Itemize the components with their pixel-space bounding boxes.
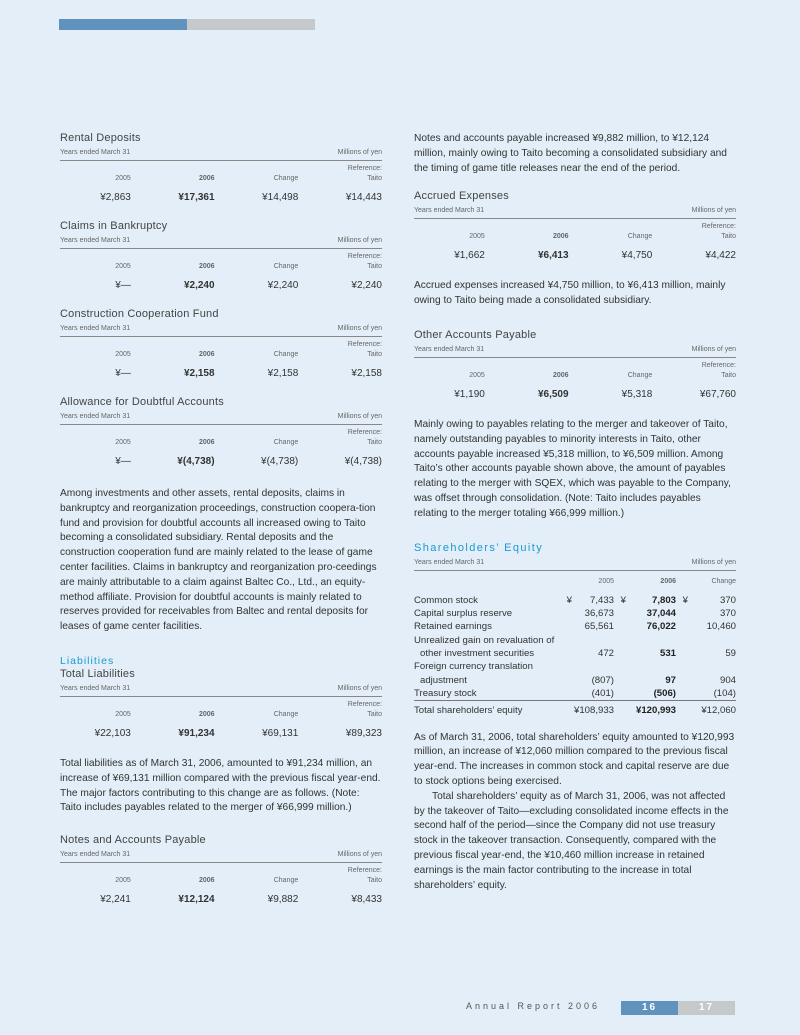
table-meta: Years ended March 31 Millions of yen: [414, 207, 736, 219]
body-paragraph: Mainly owing to payables relating to the merger and takeover of Taito, namely outstanding payables to minority interests in Taito, other accounts payable increased ¥5,318 million, to ¥6,509 million. Among Taito’s other accounts payable shown above, the amount of payables relating to the merger with SQEX, which was payable to the Company, was offset through consolidation. (Note: Taito includes payables relating to the merger totaling ¥66,999 million.): [414, 418, 731, 519]
summary-table: 2005 2006 Change Reference: Taito ¥— ¥(4,738) ¥(4,738) ¥(4,738): [115, 429, 382, 467]
section-title: Construction Cooperation Fund: [60, 308, 219, 320]
notes-payable-block: [60, 834, 382, 909]
equity-row: Common stock ¥ 7,433 ¥ 7,803 ¥ 370: [414, 594, 736, 606]
body-paragraph: Accrued expenses increased ¥4,750 million, to ¥6,413 million, mainly owing to Taito being made a consolidated subsidiary.: [414, 280, 726, 307]
progress-bar-fill: [59, 19, 187, 30]
equity-row: Foreign currency translation: [414, 661, 533, 673]
shareholders-equity-block: [414, 542, 736, 718]
summary-table: 2005 2006 Change Reference: Taito ¥— ¥2,240 ¥2,240 ¥2,240: [115, 253, 382, 291]
claims-bankruptcy-block: [60, 220, 382, 295]
section-title: Total Liabilities: [60, 667, 135, 680]
section-title: Allowance for Doubtful Accounts: [60, 396, 224, 408]
body-paragraph: Total shareholders’ equity as of March 31, 2006, was not affected by the takeover of Taito—excluding consolidated income effects in the second half of the period—since the Company did not use treasury stock in the takeover transaction. Consequently, compared with the previous fiscal year-end, the ¥10,460 million increase in retained earnings is the main factor contributing to the increase in total shareholders’ equity.: [414, 790, 729, 891]
construction-fund-block: [60, 308, 382, 383]
accrued-expenses-block: [414, 190, 736, 265]
equity-row: Unrealized gain on revaluation of: [414, 634, 555, 646]
footer-label: Annual Report 2006: [466, 1001, 601, 1011]
summary-table: 2005 2006 Change Reference: Taito ¥— ¥2,158 ¥2,158 ¥2,158: [115, 341, 382, 379]
body-paragraph: Total liabilities as of March 31, 2006, amounted to ¥91,234 million, an increase of ¥69,131 million compared with the previous fiscal year-end. The major factors contributing to this change are as follows. (Note: Taito includes payables related to the merger of ¥66,999 million.): [60, 757, 381, 814]
equity-total-row: Total shareholders’ equity ¥108,933 ¥120,993 ¥12,060: [414, 701, 736, 718]
table-meta: Years ended March 31 Millions of yen: [60, 413, 382, 425]
summary-table: 2005 2006 Change Reference: Taito ¥2,863 ¥17,361 ¥14,498 ¥14,443: [100, 165, 382, 203]
table-meta: Years ended March 31 Millions of yen: [60, 149, 382, 161]
page-number-17: 17: [678, 1001, 735, 1015]
summary-table: 2005 2006 Change Reference: Taito ¥1,662 ¥6,413 ¥4,750 ¥4,422: [454, 223, 736, 262]
equity-row: other investment securities 472 531 59: [420, 648, 736, 660]
table-meta: Years ended March 31 Millions of yen: [60, 851, 382, 863]
section-title: Shareholders’ Equity: [414, 541, 544, 554]
section-title: Accrued Expenses: [414, 190, 509, 203]
table-meta: Years ended March 31 Millions of yen: [60, 685, 382, 697]
right-column: [414, 132, 736, 905]
section-title: Other Accounts Payable: [414, 328, 537, 341]
total-liabilities-block: [60, 668, 382, 743]
summary-table: 2005 2006 Change Reference: Taito ¥22,103 ¥91,234 ¥69,131 ¥89,323: [94, 700, 382, 739]
left-column: [60, 132, 382, 922]
table-meta: Years ended March 31 Millions of yen: [414, 559, 736, 571]
table-meta: Years ended March 31 Millions of yen: [414, 346, 736, 358]
page-number-16: 16: [621, 1001, 678, 1015]
body-paragraph: Notes and accounts payable increased ¥9,882 million, to ¥12,124 million, mainly owing to Taito becoming a consolidated subsidiary and the timing of game title releases near the end of the period.: [414, 133, 727, 174]
rental-deposits-block: [60, 132, 382, 207]
section-title: Notes and Accounts Payable: [60, 834, 206, 847]
body-paragraph: As of March 31, 2006, total shareholders’ equity amounted to ¥120,993 million, an increase of ¥12,060 million compared to the previous fiscal year-end. The increases in common stock and capital reserve are due to stock options being exercised.: [414, 731, 735, 787]
progress-bar: [59, 19, 315, 30]
equity-row: Capital surplus reserve 36,673 37,044 370: [414, 608, 736, 620]
section-title: Rental Deposits: [60, 132, 141, 144]
other-payable-block: [414, 329, 736, 404]
table-meta: Years ended March 31 Millions of yen: [60, 237, 382, 249]
allowance-block: [60, 396, 382, 471]
table-meta: Years ended March 31 Millions of yen: [60, 325, 382, 337]
body-paragraph: Among investments and other assets, rental deposits, claims in bankruptcy and reorganization proceedings, construction coopera-tion fund and provision for doubtful accounts all increased owing to Taito becoming a consolidated subsidiary. Rental deposits and the construction cooperation fund are mainly related to the lease of game center facilities. Claims in bankruptcy and reorganization pro-ceedings are mainly attributable to a claim against Baltec Co., Ltd., an equity-method affiliate. Provision for doubtful accounts is mainly related to reserves provided for receivables from Baltec and rental deposits for leases of game center facilities.: [60, 488, 377, 633]
equity-row: Treasury stock (401) (506) (104): [414, 687, 736, 699]
liabilities-heading: Liabilities: [60, 654, 115, 667]
summary-table: 2005 2006 Change Reference: Taito ¥1,190 ¥6,509 ¥5,318 ¥67,760: [454, 361, 736, 400]
equity-table: 2005 2006 Change Common stock ¥ 7,433 ¥ 7,803 ¥ 370 Capital surplus reserve 36,673 37,044 370 Retained earnings 65,561 76,022 10,460 Unrealized gain on revaluation of other investment securities 472 531 59 Foreign currency translation adjustment (807) 97 904 Treasury stock (401) (506) (104) Total shareholders’ equity ¥108,933 ¥120,993 ¥12,060: [414, 577, 736, 717]
section-title: Claims in Bankruptcy: [60, 220, 168, 232]
equity-row: adjustment (807) 97 904: [420, 674, 736, 686]
equity-row: Retained earnings 65,561 76,022 10,460: [414, 621, 736, 633]
summary-table: 2005 2006 Change Reference: Taito ¥2,241 ¥12,124 ¥9,882 ¥8,433: [100, 867, 382, 906]
